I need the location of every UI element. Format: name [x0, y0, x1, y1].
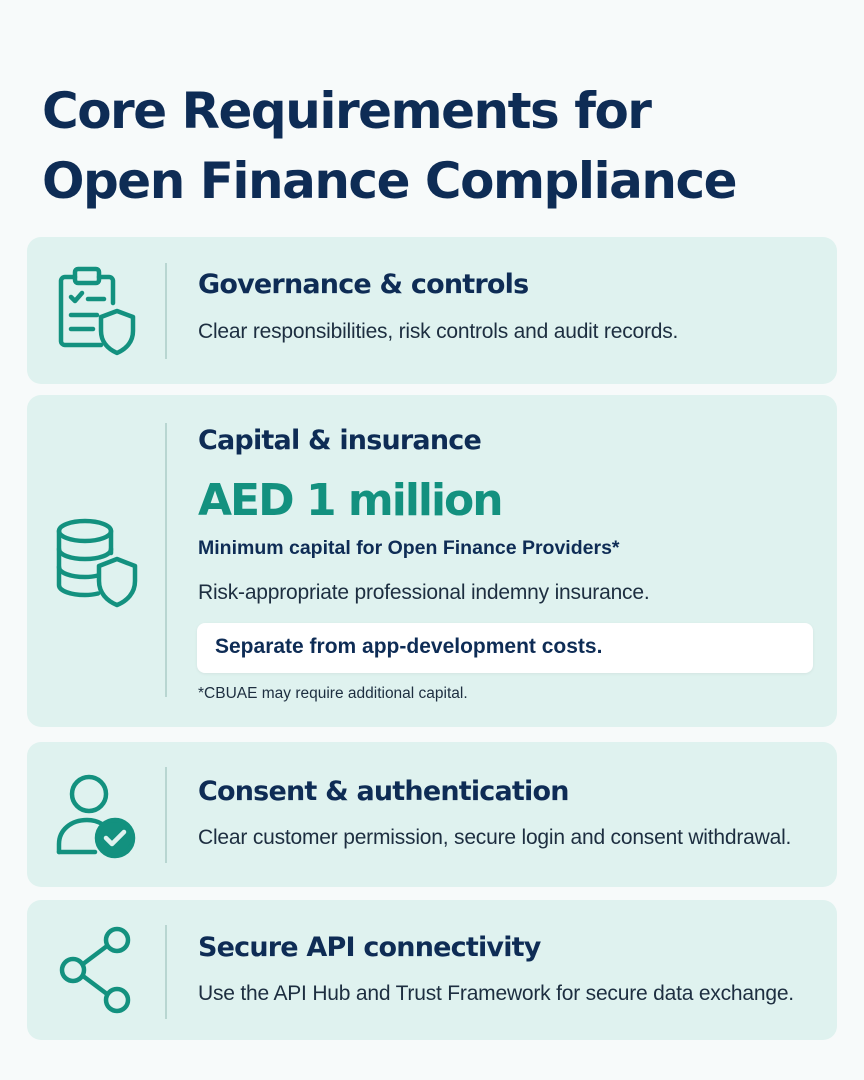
callout-text: Separate from app-development costs.: [215, 635, 603, 658]
api-description: Use the API Hub and Trust Framework for secure data exchange.: [198, 982, 794, 1005]
card-divider: [165, 423, 167, 697]
capital-amount: AED 1 million: [198, 475, 502, 526]
card-divider: [165, 263, 167, 359]
share-nodes-icon: [53, 920, 139, 1020]
title-line-2: Open Finance Compliance: [42, 152, 736, 210]
user-check-icon: [53, 764, 139, 864]
api-heading: Secure API connectivity: [198, 932, 541, 963]
insurance-description: Risk-appropriate professional indemny insurance.: [198, 581, 650, 604]
consent-description: Clear customer permission, secure login and consent withdrawal.: [198, 826, 792, 849]
governance-description: Clear responsibilities, risk controls and audit records.: [198, 320, 679, 343]
governance-heading: Governance & controls: [198, 269, 529, 300]
coins-shield-icon: [53, 513, 139, 613]
capital-amount-caption: Minimum capital for Open Finance Providers*: [198, 537, 620, 559]
callout-box: [197, 623, 813, 673]
api-card: [27, 900, 837, 1040]
clipboard-shield-icon: [53, 259, 139, 359]
governance-card: [27, 237, 837, 384]
card-divider: [165, 767, 167, 863]
capital-heading: Capital & insurance: [198, 425, 481, 456]
capital-footnote: *CBUAE may require additional capital.: [198, 685, 468, 702]
capital-card: [27, 395, 837, 727]
title-line-1: Core Requirements for: [42, 82, 651, 140]
consent-heading: Consent & authentication: [198, 776, 569, 807]
card-divider: [165, 925, 167, 1019]
consent-card: [27, 742, 837, 887]
page-title: [42, 76, 842, 216]
